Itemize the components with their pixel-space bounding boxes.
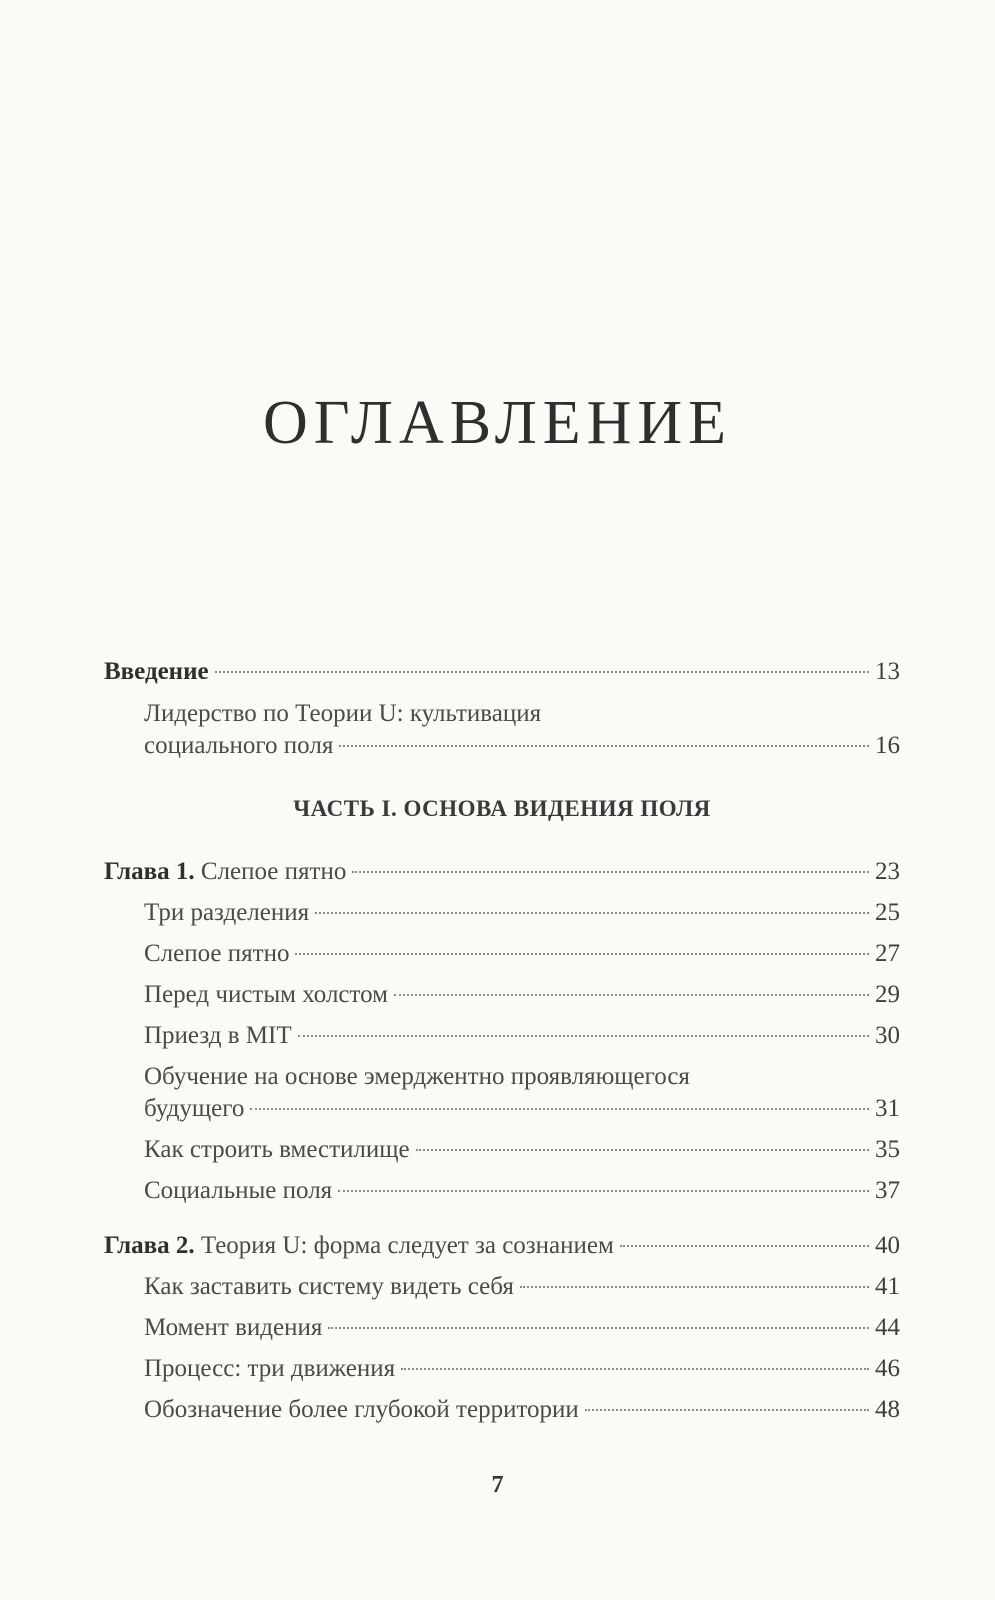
toc-page-number: 29: [875, 981, 900, 1008]
part-heading: ЧАСТЬ I. ОСНОВА ВИДЕНИЯ ПОЛЯ: [293, 796, 711, 821]
toc-page-number: 27: [875, 940, 900, 967]
dot-leader: [215, 671, 869, 673]
toc-entry-label: Обозначение более глубокой территории: [144, 1396, 579, 1423]
toc-entry-label: Приезд в MIT: [144, 1022, 292, 1049]
toc-page-number: 31: [875, 1095, 900, 1122]
toc-entry-label: Перед чистым холстом: [144, 981, 388, 1008]
toc-entry-label: социального поля: [144, 732, 334, 759]
toc-entry-blind-spot[interactable]: [104, 938, 900, 970]
toc-entry-label: Слепое пятно: [144, 940, 290, 967]
toc-page-number: 35: [875, 1136, 900, 1163]
toc-entry-intro-sub[interactable]: [104, 730, 900, 762]
toc-entry-deeper-territory[interactable]: [104, 1394, 900, 1426]
toc-entry-intro-sub-line1: Лидерство по Теории U: культивация: [144, 700, 542, 727]
toc-entry-blank-canvas[interactable]: [104, 979, 900, 1011]
toc-entry-label: Процесс: три движения: [144, 1355, 396, 1382]
dot-leader: [585, 1409, 869, 1411]
toc-page-number: 37: [875, 1177, 900, 1204]
toc-entry-three-divides[interactable]: [104, 897, 900, 929]
toc-entry-intro[interactable]: [104, 656, 900, 688]
toc-page-number: 25: [875, 899, 900, 926]
dot-leader: [401, 1368, 869, 1370]
dot-leader: [352, 871, 869, 873]
dot-leader: [416, 1149, 869, 1151]
chapter-title: Слепое пятно: [194, 858, 347, 885]
dot-leader: [339, 745, 869, 747]
toc-entry-social-fields[interactable]: [104, 1175, 900, 1207]
page-number: 7: [491, 1472, 504, 1498]
dot-leader: [295, 953, 869, 955]
dot-leader: [620, 1245, 869, 1247]
chapter-title: Теория U: форма следует за сознанием: [194, 1232, 614, 1259]
table-of-contents: [104, 656, 900, 1426]
page-title: ОГЛАВЛЕНИЕ: [262, 389, 733, 457]
toc-entry-container[interactable]: [104, 1134, 900, 1166]
toc-entry-label: Социальные поля: [144, 1177, 333, 1204]
dot-leader: [338, 1190, 869, 1192]
toc-page-number: 23: [875, 858, 900, 885]
toc-entry-emerging-future-line1: Обучение на основе эмерджентно проявляющегося: [144, 1063, 690, 1090]
toc-entry-label: Как строить вместилище: [144, 1136, 410, 1163]
chapter-prefix: Глава 2.: [104, 1232, 195, 1259]
toc-entry-arrival-mit[interactable]: [104, 1020, 900, 1052]
dot-leader: [328, 1327, 869, 1329]
toc-entry-three-movements[interactable]: [104, 1353, 900, 1385]
toc-entry-chapter-2[interactable]: [104, 1230, 900, 1262]
toc-page-number: 44: [875, 1314, 900, 1341]
dot-leader: [520, 1286, 869, 1288]
toc-page-number: 30: [875, 1022, 900, 1049]
toc-entry-moment-seeing[interactable]: [104, 1312, 900, 1344]
dot-leader: [298, 1035, 869, 1037]
chapter-prefix: Глава 1.: [104, 858, 195, 885]
toc-entry-chapter-1[interactable]: [104, 856, 900, 888]
toc-page-number: 13: [875, 658, 900, 685]
toc-entry-system-see-itself[interactable]: [104, 1271, 900, 1303]
toc-page-number: 46: [875, 1355, 900, 1382]
toc-entry-label: Введение: [104, 658, 209, 685]
toc-page-number: 41: [875, 1273, 900, 1300]
toc-page-number: 40: [875, 1232, 900, 1259]
dot-leader: [394, 994, 869, 996]
toc-entry-label: Три разделения: [144, 899, 310, 926]
toc-page-number: 16: [875, 732, 900, 759]
toc-entry-label: Момент видения: [144, 1314, 323, 1341]
toc-page-number: 48: [875, 1396, 900, 1423]
dot-leader: [250, 1108, 869, 1110]
toc-entry-emerging-future[interactable]: [104, 1093, 900, 1125]
toc-entry-label: Как заставить систему видеть себя: [144, 1273, 514, 1300]
toc-entry-label: будущего: [144, 1095, 245, 1122]
dot-leader: [315, 912, 869, 914]
